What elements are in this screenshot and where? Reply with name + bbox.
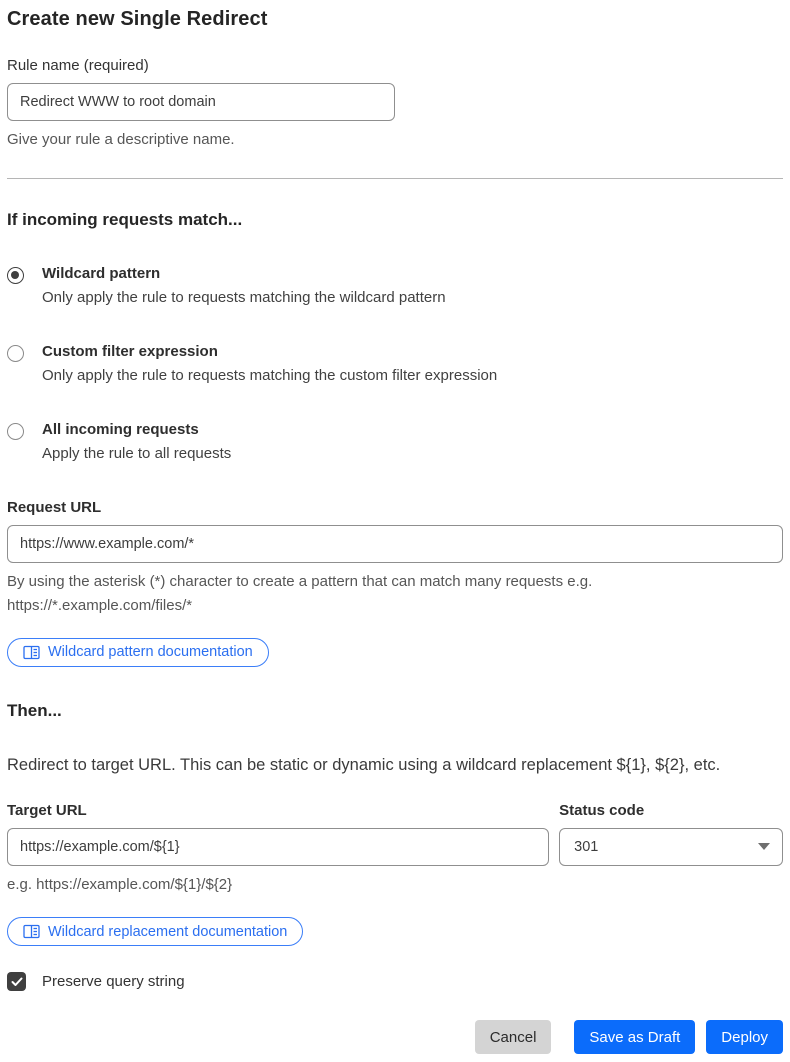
doc-button-label: Wildcard pattern documentation	[48, 644, 253, 661]
rule-name-label: Rule name (required)	[7, 57, 149, 74]
then-section-heading: Then...	[7, 700, 62, 720]
rule-name-input[interactable]	[7, 83, 395, 121]
radio-unselected-icon[interactable]	[7, 345, 24, 362]
request-url-label: Request URL	[7, 499, 102, 517]
cancel-button[interactable]: Cancel	[475, 1020, 552, 1054]
rule-name-helper: Give your rule a descriptive name.	[7, 131, 235, 148]
wildcard-replacement-documentation-button[interactable]	[7, 917, 303, 946]
footer-actions	[7, 1020, 783, 1054]
radio-selected-icon[interactable]	[7, 267, 24, 284]
radio-description: Only apply the rule to requests matching the custom filter expression	[42, 367, 498, 385]
save-as-draft-button[interactable]: Save as Draft	[574, 1020, 695, 1054]
status-code-selected-value: 301	[574, 838, 599, 855]
target-url-helper: e.g. https://example.com/${1}/${2}	[7, 875, 233, 893]
match-type-radio-group	[7, 265, 783, 462]
radio-description: Apply the rule to all requests	[42, 445, 232, 463]
radio-label: Wildcard pattern	[42, 265, 161, 283]
doc-button-label: Wildcard replacement documentation	[48, 923, 288, 940]
radio-label: Custom filter expression	[42, 343, 218, 361]
status-code-label: Status code	[559, 801, 645, 819]
request-url-helper: By using the asterisk (*) character to create a pattern that can match many requests e.g. https://*.example.com/files/*	[7, 573, 593, 614]
radio-option-custom-filter-expression[interactable]	[7, 343, 783, 384]
radio-unselected-icon[interactable]	[7, 423, 24, 440]
wildcard-pattern-documentation-button[interactable]	[7, 638, 269, 667]
book-icon	[23, 645, 40, 660]
target-url-input[interactable]	[7, 828, 549, 866]
deploy-button[interactable]: Deploy	[706, 1020, 783, 1054]
then-intro-text: Redirect to target URL. This can be static or dynamic using a wildcard replacement ${1}, ${2}, etc.	[7, 755, 721, 774]
radio-description: Only apply the rule to requests matching the wildcard pattern	[42, 289, 446, 307]
radio-option-wildcard-pattern[interactable]	[7, 265, 783, 306]
status-code-select[interactable]	[559, 828, 783, 866]
page-title: Create new Single Redirect	[7, 8, 268, 30]
chevron-down-icon	[758, 843, 770, 850]
radio-option-all-incoming-requests[interactable]	[7, 421, 783, 462]
checkbox-checked-icon[interactable]	[7, 972, 26, 991]
radio-label: All incoming requests	[42, 421, 199, 439]
book-icon	[23, 924, 40, 939]
preserve-query-string-label: Preserve query string	[42, 973, 185, 990]
match-section-heading: If incoming requests match...	[7, 210, 243, 230]
section-divider	[7, 178, 783, 179]
preserve-query-string-checkbox-row[interactable]	[7, 972, 783, 991]
target-url-label: Target URL	[7, 801, 87, 819]
request-url-input[interactable]	[7, 525, 783, 563]
